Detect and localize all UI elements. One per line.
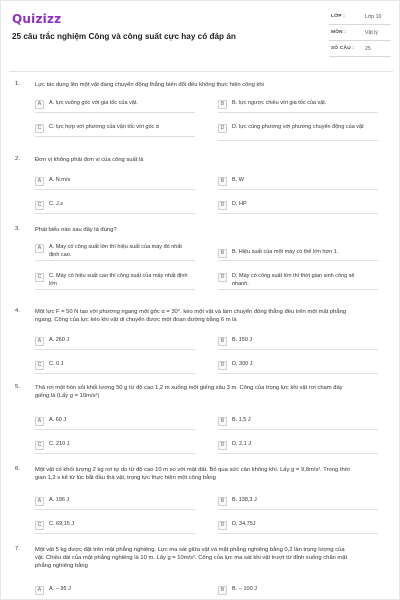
option-underline bbox=[218, 189, 378, 190]
question-number: 2. bbox=[15, 156, 20, 162]
meta-value: 25 bbox=[365, 46, 371, 52]
option-letter-box: D bbox=[218, 201, 227, 210]
option-text: B. 138,3 J bbox=[232, 497, 257, 503]
option-letter-box: B bbox=[218, 586, 227, 595]
option-underline bbox=[218, 373, 378, 374]
option-letter-box: B bbox=[218, 249, 227, 258]
option-underline bbox=[218, 349, 378, 350]
question-text: Đơn vị không phải đơn vị của công suất là bbox=[35, 157, 144, 163]
option-underline bbox=[35, 349, 195, 350]
option-text: D. lực cùng phương với phương chuyển động của vật bbox=[232, 124, 364, 130]
option-underline bbox=[35, 136, 195, 137]
question-text: Phát biểu nào sau đây là đúng? bbox=[35, 227, 117, 233]
option-underline bbox=[35, 509, 195, 510]
option-letter-box: B bbox=[218, 337, 227, 346]
option-underline bbox=[218, 453, 378, 454]
option-letter-box: D bbox=[218, 521, 227, 530]
option-text: C. 0 J bbox=[49, 361, 64, 367]
option-text: C. lực hợp với phương của vận tốc với góc α bbox=[49, 124, 159, 130]
option-text: D. 300 J bbox=[232, 361, 253, 367]
option-letter-box: A bbox=[35, 586, 44, 595]
option-text: B. − 100 J bbox=[232, 586, 257, 592]
option-underline bbox=[218, 429, 378, 430]
worksheet-header bbox=[1, 1, 400, 69]
option-letter-box: C bbox=[35, 361, 44, 370]
option-underline bbox=[218, 112, 378, 113]
option-underline bbox=[35, 429, 195, 430]
meta-value: Vật lý bbox=[365, 30, 378, 36]
option-letter-box: B bbox=[218, 100, 227, 109]
question-text: Một lực F = 50 N tạo với phương ngang một góc α = 30°, kéo một vật và làm chuyển động thẳng đều trên một mặt phẳng ngang. Công của lực kéo khi vật di chuyển được một đoạn đường bằng 6 m là bbox=[35, 309, 347, 323]
option-underline bbox=[35, 189, 195, 190]
option-text: A. Máy có công suất lớn thì hiệu suất của máy đó nhất định cao. bbox=[49, 244, 182, 258]
option-letter-box: A bbox=[35, 100, 44, 109]
option-letter-box: B bbox=[218, 417, 227, 426]
meta-value: Lớp 10 bbox=[365, 14, 382, 20]
header-divider bbox=[9, 71, 393, 72]
option-text: B. 1,5 J bbox=[232, 417, 251, 423]
option-underline bbox=[35, 453, 195, 454]
option-letter-box: C bbox=[35, 124, 44, 133]
meta-key: MÔN : bbox=[331, 30, 347, 35]
option-letter-box: D bbox=[218, 124, 227, 133]
option-letter-box: A bbox=[35, 244, 44, 253]
option-underline bbox=[218, 140, 378, 141]
option-text: D. Máy có công suất lớn thì thời gian sinh công sẽ nhanh. bbox=[232, 273, 355, 287]
option-letter-box: D bbox=[218, 441, 227, 450]
meta-row-count bbox=[329, 43, 391, 57]
meta-key: LỚP : bbox=[331, 14, 346, 19]
option-text: D. HP bbox=[232, 201, 247, 207]
meta-row-subject bbox=[329, 27, 391, 41]
meta-row-class bbox=[329, 11, 391, 25]
option-underline bbox=[218, 509, 378, 510]
option-letter-box: C bbox=[35, 441, 44, 450]
option-text: B. lực ngược chiều với gia tốc của vật. bbox=[232, 100, 327, 106]
option-text: A. lực vuông góc với gia tốc của vật. bbox=[49, 100, 138, 106]
question-number: 1. bbox=[15, 81, 20, 87]
option-text: C. Máy có hiệu suất cao thì công suất của máy nhất định lớn bbox=[49, 273, 188, 287]
option-text: B. Hiệu suất của một máy có thể lớn hơn 1. bbox=[232, 249, 339, 255]
question-number: 4. bbox=[15, 308, 20, 314]
option-letter-box: C bbox=[35, 521, 44, 530]
option-text: D. 2,1 J bbox=[232, 441, 251, 447]
question-text: Một vật 5 kg được đặt trên mặt phẳng nghiêng. Lực ma sát giữa vật và mặt phẳng nghiêng bằng 0,2 lần trọng lượng của vật. Chiều dài của mặt phẳng nghiêng là 10 m. Lấy g = 10m/s². Công của lực ma sát khi vật trượt từ đỉnh xuống chân mặt phẳng nghiêng bằng bbox=[35, 547, 348, 569]
meta-key: SỐ CÂU : bbox=[331, 46, 355, 51]
option-text: C. 210 J bbox=[49, 441, 70, 447]
option-text: C. 69,15 J bbox=[49, 521, 75, 527]
quizizz-logo[interactable]: Quizizz bbox=[12, 12, 62, 26]
option-underline bbox=[218, 289, 378, 290]
option-text: B. 150 J bbox=[232, 337, 253, 343]
option-underline bbox=[35, 260, 195, 261]
option-letter-box: C bbox=[35, 273, 44, 282]
question-number: 7. bbox=[15, 546, 20, 552]
option-letter-box: A bbox=[35, 177, 44, 186]
option-text: A. 196 J bbox=[49, 497, 70, 503]
option-letter-box: A bbox=[35, 417, 44, 426]
option-underline bbox=[35, 533, 195, 534]
option-text: D. 34,75J bbox=[232, 521, 256, 527]
option-letter-box: D bbox=[218, 273, 227, 282]
option-text: C. J.s bbox=[49, 201, 64, 207]
option-text: A. 60 J bbox=[49, 417, 67, 423]
worksheet-title: 25 câu trắc nghiệm Công và công suất cực hay có đáp án bbox=[12, 32, 236, 41]
option-underline bbox=[35, 112, 195, 113]
option-text: A. N.m/s bbox=[49, 177, 71, 183]
option-letter-box: B bbox=[218, 497, 227, 506]
option-text: B. W bbox=[232, 177, 244, 183]
question-text: Lực tác dụng lên một vật đang chuyển động thẳng biến đổi đều không thực hiện công khi bbox=[35, 82, 264, 88]
option-text: A. − 95 J bbox=[49, 586, 71, 592]
question-number: 5. bbox=[15, 384, 20, 390]
worksheet-meta bbox=[329, 11, 391, 59]
option-underline bbox=[35, 289, 195, 290]
option-letter-box: C bbox=[35, 201, 44, 210]
option-underline bbox=[218, 260, 378, 261]
option-letter-box: D bbox=[218, 361, 227, 370]
question-number: 6. bbox=[15, 466, 20, 472]
question-number: 3. bbox=[15, 226, 20, 232]
option-letter-box: A bbox=[35, 497, 44, 506]
option-text: A. 260 J bbox=[49, 337, 70, 343]
option-underline bbox=[35, 213, 195, 214]
option-underline bbox=[35, 373, 195, 374]
option-underline bbox=[218, 213, 378, 214]
option-letter-box: B bbox=[218, 177, 227, 186]
option-underline bbox=[218, 533, 378, 534]
question-text: Một vật có khối lượng 2 kg rơi tự do từ độ cao 10 m so với mặt đất. Bỏ qua sức cản không khí. Lấy g = 9,8m/s². Trong thời gian 1,2 s kể từ lúc bắt đầu thả vật, trọng lực thực hiện một công bằng bbox=[35, 467, 350, 481]
question-text: Thả rơi một hòn sỏi khối lượng 50 g từ độ cao 1,2 m xuống một giếng sâu 3 m. Công của trọng lực khi vật rơi chạm đáy giếng là (Lấy g = 10m/s²) bbox=[35, 385, 343, 399]
option-letter-box: A bbox=[35, 337, 44, 346]
